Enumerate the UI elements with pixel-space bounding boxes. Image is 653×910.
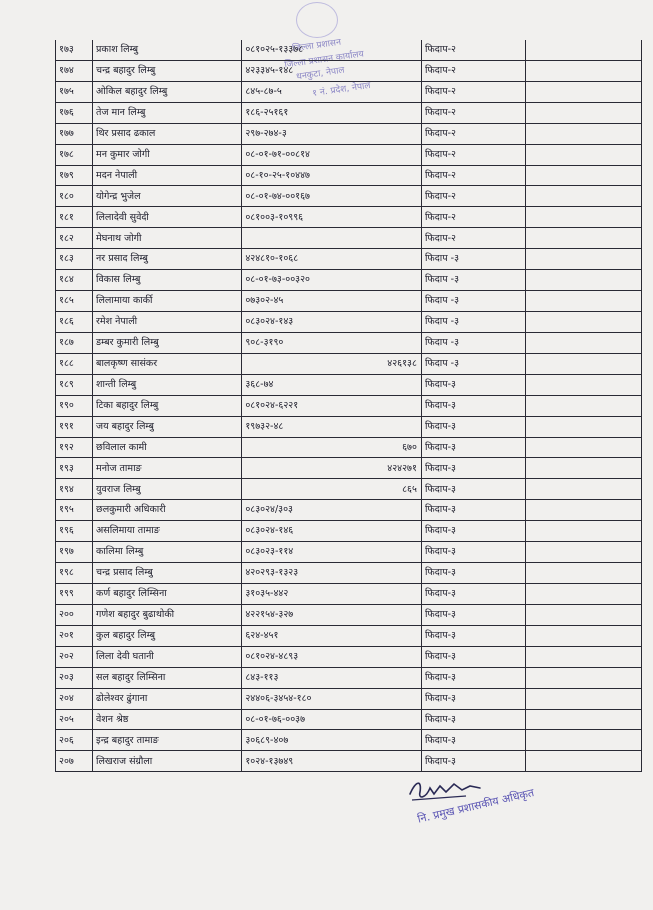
id-number-cell: १०२४-१३७४९ bbox=[242, 751, 422, 772]
remarks-cell bbox=[526, 60, 642, 81]
id-number-cell: ८४३-११३ bbox=[242, 667, 422, 688]
address-cell: फिदाप-२ bbox=[421, 102, 525, 123]
id-number-cell: ४२२१५४-३२७ bbox=[242, 604, 422, 625]
name-cell: जय बहादुर लिम्बु bbox=[93, 416, 242, 437]
id-number-cell: ०८-१०-२५-१०४४७ bbox=[242, 165, 422, 186]
id-number-cell: ६७० bbox=[242, 437, 422, 458]
serial-number-cell: १८७ bbox=[56, 332, 93, 353]
remarks-cell bbox=[526, 228, 642, 249]
address-cell: फिदाप-३ bbox=[421, 437, 525, 458]
name-cell: इन्द्र बहादुर तामाङ bbox=[93, 730, 242, 751]
table-row bbox=[56, 542, 642, 563]
serial-number-cell: १९२ bbox=[56, 437, 93, 458]
address-cell: फिदाप -३ bbox=[421, 311, 525, 332]
address-cell: फिदाप-२ bbox=[421, 207, 525, 228]
name-cell: कुल बहादुर लिम्बु bbox=[93, 625, 242, 646]
serial-number-cell: १८१ bbox=[56, 207, 93, 228]
address-cell: फिदाप -३ bbox=[421, 249, 525, 270]
address-cell: फिदाप-३ bbox=[421, 542, 525, 563]
remarks-cell bbox=[526, 270, 642, 291]
name-cell: कर्ण बहादुर लिम्सिना bbox=[93, 583, 242, 604]
table-row bbox=[56, 291, 642, 312]
serial-number-cell: १९३ bbox=[56, 458, 93, 479]
address-cell: फिदाप-३ bbox=[421, 374, 525, 395]
address-cell: फिदाप-२ bbox=[421, 40, 525, 60]
id-number-cell: ०८-०१-७१-००८१४ bbox=[242, 144, 422, 165]
table-row bbox=[56, 646, 642, 667]
id-number-cell: ४२४८१०-१०६८ bbox=[242, 249, 422, 270]
address-cell: फिदाप-२ bbox=[421, 186, 525, 207]
address-cell: फिदाप-३ bbox=[421, 625, 525, 646]
remarks-cell bbox=[526, 416, 642, 437]
address-cell: फिदाप -३ bbox=[421, 270, 525, 291]
name-cell: छविलाल कामी bbox=[93, 437, 242, 458]
remarks-cell bbox=[526, 165, 642, 186]
remarks-cell bbox=[526, 353, 642, 374]
table-row bbox=[56, 458, 642, 479]
id-number-cell: ४२६१३८ bbox=[242, 353, 422, 374]
address-cell: फिदाप -३ bbox=[421, 291, 525, 312]
name-cell: तेज मान लिम्बु bbox=[93, 102, 242, 123]
name-cell: असलिमाया तामाङ bbox=[93, 521, 242, 542]
table-row bbox=[56, 311, 642, 332]
serial-number-cell: १९५ bbox=[56, 500, 93, 521]
remarks-cell bbox=[526, 395, 642, 416]
address-cell: फिदाप -३ bbox=[421, 353, 525, 374]
id-number-cell: २९७-२७४-३ bbox=[242, 123, 422, 144]
name-cell: गणेश बहादुर बुढाथोकी bbox=[93, 604, 242, 625]
remarks-cell bbox=[526, 311, 642, 332]
address-cell: फिदाप-३ bbox=[421, 709, 525, 730]
name-cell: सल बहादुर लिम्सिना bbox=[93, 667, 242, 688]
remarks-cell bbox=[526, 563, 642, 584]
table-row bbox=[56, 625, 642, 646]
name-cell: मदन नेपाली bbox=[93, 165, 242, 186]
remarks-cell bbox=[526, 709, 642, 730]
address-cell: फिदाप-३ bbox=[421, 500, 525, 521]
table-row bbox=[56, 583, 642, 604]
id-number-cell: ०८१००३-१०९९६ bbox=[242, 207, 422, 228]
remarks-cell bbox=[526, 688, 642, 709]
id-number-cell: ०८१०२४-४८९३ bbox=[242, 646, 422, 667]
name-cell: ओकिल बहादुर लिम्बु bbox=[93, 81, 242, 102]
serial-number-cell: १७७ bbox=[56, 123, 93, 144]
address-cell: फिदाप-३ bbox=[421, 416, 525, 437]
name-cell: युवराज लिम्बु bbox=[93, 479, 242, 500]
table-row bbox=[56, 521, 642, 542]
name-cell: मनोज तामाङ bbox=[93, 458, 242, 479]
id-number-cell: ८४५-८७-५ bbox=[242, 81, 422, 102]
serial-number-cell: २०४ bbox=[56, 688, 93, 709]
name-cell: लिला देवी घतानी bbox=[93, 646, 242, 667]
id-number-cell: ४२३३४५-१४८ bbox=[242, 60, 422, 81]
serial-number-cell: १८५ bbox=[56, 291, 93, 312]
address-cell: फिदाप-२ bbox=[421, 228, 525, 249]
id-number-cell: १८६-२५१६१ bbox=[242, 102, 422, 123]
table-row bbox=[56, 709, 642, 730]
name-cell: डम्बर कुमारी लिम्बु bbox=[93, 332, 242, 353]
table-row bbox=[56, 563, 642, 584]
table-row bbox=[56, 437, 642, 458]
remarks-cell bbox=[526, 479, 642, 500]
table-row bbox=[56, 500, 642, 521]
table-row bbox=[56, 40, 642, 60]
remarks-cell bbox=[526, 521, 642, 542]
id-number-cell: ०७३०२-४५ bbox=[242, 291, 422, 312]
stamp-line-2: जिल्ला प्रशासन कार्यालय bbox=[283, 49, 365, 71]
remarks-cell bbox=[526, 144, 642, 165]
address-cell: फिदाप -३ bbox=[421, 332, 525, 353]
table-row bbox=[56, 667, 642, 688]
id-number-cell: ०८-०१-७४-००१६७ bbox=[242, 186, 422, 207]
remarks-cell bbox=[526, 646, 642, 667]
name-cell: शान्ती लिम्बु bbox=[93, 374, 242, 395]
name-cell: लिलादेवी सुवेदी bbox=[93, 207, 242, 228]
stamp-line-4: १ नं. प्रदेश, नेपाल bbox=[311, 80, 372, 100]
table-row bbox=[56, 186, 642, 207]
remarks-cell bbox=[526, 40, 642, 60]
address-cell: फिदाप-३ bbox=[421, 563, 525, 584]
id-number-cell: ६२४-४५१ bbox=[242, 625, 422, 646]
serial-number-cell: १९७ bbox=[56, 542, 93, 563]
signature-block bbox=[400, 770, 570, 855]
address-cell: फिदाप-३ bbox=[421, 458, 525, 479]
serial-number-cell: २०५ bbox=[56, 709, 93, 730]
remarks-cell bbox=[526, 332, 642, 353]
id-number-cell: ४२०२९३-१३२३ bbox=[242, 563, 422, 584]
serial-number-cell: १७८ bbox=[56, 144, 93, 165]
table-body bbox=[56, 40, 642, 772]
serial-number-cell: १७६ bbox=[56, 102, 93, 123]
serial-number-cell: १९८ bbox=[56, 563, 93, 584]
name-cell: योगेन्द्र भुजेल bbox=[93, 186, 242, 207]
id-number-cell: ३०६८९-४०७ bbox=[242, 730, 422, 751]
table-row bbox=[56, 207, 642, 228]
remarks-cell bbox=[526, 625, 642, 646]
table-row bbox=[56, 416, 642, 437]
id-number-cell: ३६८-७४ bbox=[242, 374, 422, 395]
name-cell: छलकुमारी अधिकारी bbox=[93, 500, 242, 521]
serial-number-cell: १८० bbox=[56, 186, 93, 207]
id-number-cell: ३१०३५-४४२ bbox=[242, 583, 422, 604]
table-row bbox=[56, 270, 642, 291]
table-row bbox=[56, 165, 642, 186]
serial-number-cell: १८९ bbox=[56, 374, 93, 395]
serial-number-cell: १८३ bbox=[56, 249, 93, 270]
address-cell: फिदाप-३ bbox=[421, 730, 525, 751]
name-cell: थिर प्रसाद ढकाल bbox=[93, 123, 242, 144]
serial-number-cell: १९१ bbox=[56, 416, 93, 437]
address-cell: फिदाप-३ bbox=[421, 521, 525, 542]
id-number-cell: ०८३०२४-१४३ bbox=[242, 311, 422, 332]
table-row bbox=[56, 604, 642, 625]
address-cell: फिदाप-२ bbox=[421, 144, 525, 165]
serial-number-cell: १८४ bbox=[56, 270, 93, 291]
remarks-cell bbox=[526, 374, 642, 395]
serial-number-cell: १७५ bbox=[56, 81, 93, 102]
address-cell: फिदाप-३ bbox=[421, 604, 525, 625]
address-cell: फिदाप-२ bbox=[421, 165, 525, 186]
address-cell: फिदाप-२ bbox=[421, 81, 525, 102]
name-cell: प्रकाश लिम्बु bbox=[93, 40, 242, 60]
id-number-cell: ०८३०२४-१४६ bbox=[242, 521, 422, 542]
serial-number-cell: १९४ bbox=[56, 479, 93, 500]
remarks-cell bbox=[526, 81, 642, 102]
remarks-cell bbox=[526, 123, 642, 144]
table-row bbox=[56, 374, 642, 395]
name-cell: लिखराज संग्रौला bbox=[93, 751, 242, 772]
table-row bbox=[56, 249, 642, 270]
address-cell: फिदाप-३ bbox=[421, 751, 525, 772]
name-cell: मेघनाथ जोगी bbox=[93, 228, 242, 249]
serial-number-cell: २०१ bbox=[56, 625, 93, 646]
beneficiary-table bbox=[55, 40, 642, 772]
remarks-cell bbox=[526, 667, 642, 688]
serial-number-cell: २०२ bbox=[56, 646, 93, 667]
stamp-line-1: जिल्ला प्रशासन bbox=[291, 37, 342, 55]
table-row bbox=[56, 102, 642, 123]
address-cell: फिदाप-२ bbox=[421, 123, 525, 144]
name-cell: टिका बहादुर लिम्बु bbox=[93, 395, 242, 416]
serial-number-cell: १७३ bbox=[56, 40, 93, 60]
id-number-cell: ०८१०२५-१३३७८ bbox=[242, 40, 422, 60]
table-row bbox=[56, 144, 642, 165]
remarks-cell bbox=[526, 207, 642, 228]
id-number-cell: ०८-०१-७६-००३७ bbox=[242, 709, 422, 730]
id-number-cell bbox=[242, 228, 422, 249]
serial-number-cell: १८६ bbox=[56, 311, 93, 332]
id-number-cell: ९०८-३१९० bbox=[242, 332, 422, 353]
name-cell: विकास लिम्बु bbox=[93, 270, 242, 291]
remarks-cell bbox=[526, 500, 642, 521]
serial-number-cell: २०६ bbox=[56, 730, 93, 751]
name-cell: कालिमा लिम्बु bbox=[93, 542, 242, 563]
name-cell: मन कुमार जोगी bbox=[93, 144, 242, 165]
serial-number-cell: १७४ bbox=[56, 60, 93, 81]
id-number-cell: ८६५ bbox=[242, 479, 422, 500]
remarks-cell bbox=[526, 542, 642, 563]
name-cell: ढोलेश्वर ढुंगाना bbox=[93, 688, 242, 709]
remarks-cell bbox=[526, 186, 642, 207]
signatory-title: नि. प्रमुख प्रशासकीय अधिकृत bbox=[416, 786, 536, 826]
table-row bbox=[56, 730, 642, 751]
table-row bbox=[56, 395, 642, 416]
remarks-cell bbox=[526, 751, 642, 772]
remarks-cell bbox=[526, 458, 642, 479]
emblem-seal bbox=[296, 2, 338, 38]
id-number-cell: ०८१०२४-६२२१ bbox=[242, 395, 422, 416]
address-cell: फिदाप-३ bbox=[421, 688, 525, 709]
serial-number-cell: १९० bbox=[56, 395, 93, 416]
table-row bbox=[56, 751, 642, 772]
table-row bbox=[56, 353, 642, 374]
name-cell: लिलामाया कार्की bbox=[93, 291, 242, 312]
remarks-cell bbox=[526, 604, 642, 625]
name-cell: नर प्रसाद लिम्बु bbox=[93, 249, 242, 270]
remarks-cell bbox=[526, 583, 642, 604]
remarks-cell bbox=[526, 291, 642, 312]
serial-number-cell: १८८ bbox=[56, 353, 93, 374]
serial-number-cell: २०७ bbox=[56, 751, 93, 772]
serial-number-cell: २०० bbox=[56, 604, 93, 625]
id-number-cell: १९७३२-४८ bbox=[242, 416, 422, 437]
table-row bbox=[56, 81, 642, 102]
id-number-cell: ४२४२७१ bbox=[242, 458, 422, 479]
name-cell: बालकृष्ण सासंकर bbox=[93, 353, 242, 374]
name-cell: रमेश नेपाली bbox=[93, 311, 242, 332]
table-row bbox=[56, 60, 642, 81]
address-cell: फिदाप-३ bbox=[421, 583, 525, 604]
address-cell: फिदाप-३ bbox=[421, 395, 525, 416]
id-number-cell: २४४०६-३४५४-१८० bbox=[242, 688, 422, 709]
remarks-cell bbox=[526, 437, 642, 458]
address-cell: फिदाप-३ bbox=[421, 667, 525, 688]
serial-number-cell: १८२ bbox=[56, 228, 93, 249]
table-row bbox=[56, 688, 642, 709]
table-row bbox=[56, 123, 642, 144]
id-number-cell: ०८३०२४/३०३ bbox=[242, 500, 422, 521]
table-row bbox=[56, 228, 642, 249]
address-cell: फिदाप-३ bbox=[421, 646, 525, 667]
remarks-cell bbox=[526, 102, 642, 123]
name-cell: चन्द्र बहादुर लिम्बु bbox=[93, 60, 242, 81]
serial-number-cell: १७९ bbox=[56, 165, 93, 186]
id-number-cell: ०८३०२३-११४ bbox=[242, 542, 422, 563]
name-cell: वेशन श्रेष्ठ bbox=[93, 709, 242, 730]
stamp-line-3: धनकुटा, नेपाल bbox=[295, 65, 346, 83]
name-cell: चन्द्र प्रसाद लिम्बु bbox=[93, 563, 242, 584]
remarks-cell bbox=[526, 249, 642, 270]
serial-number-cell: १९९ bbox=[56, 583, 93, 604]
address-cell: फिदाप-२ bbox=[421, 60, 525, 81]
table-row bbox=[56, 479, 642, 500]
id-number-cell: ०८-०१-७३-००३२० bbox=[242, 270, 422, 291]
remarks-cell bbox=[526, 730, 642, 751]
address-cell: फिदाप-३ bbox=[421, 479, 525, 500]
table-row bbox=[56, 332, 642, 353]
serial-number-cell: १९६ bbox=[56, 521, 93, 542]
serial-number-cell: २०३ bbox=[56, 667, 93, 688]
